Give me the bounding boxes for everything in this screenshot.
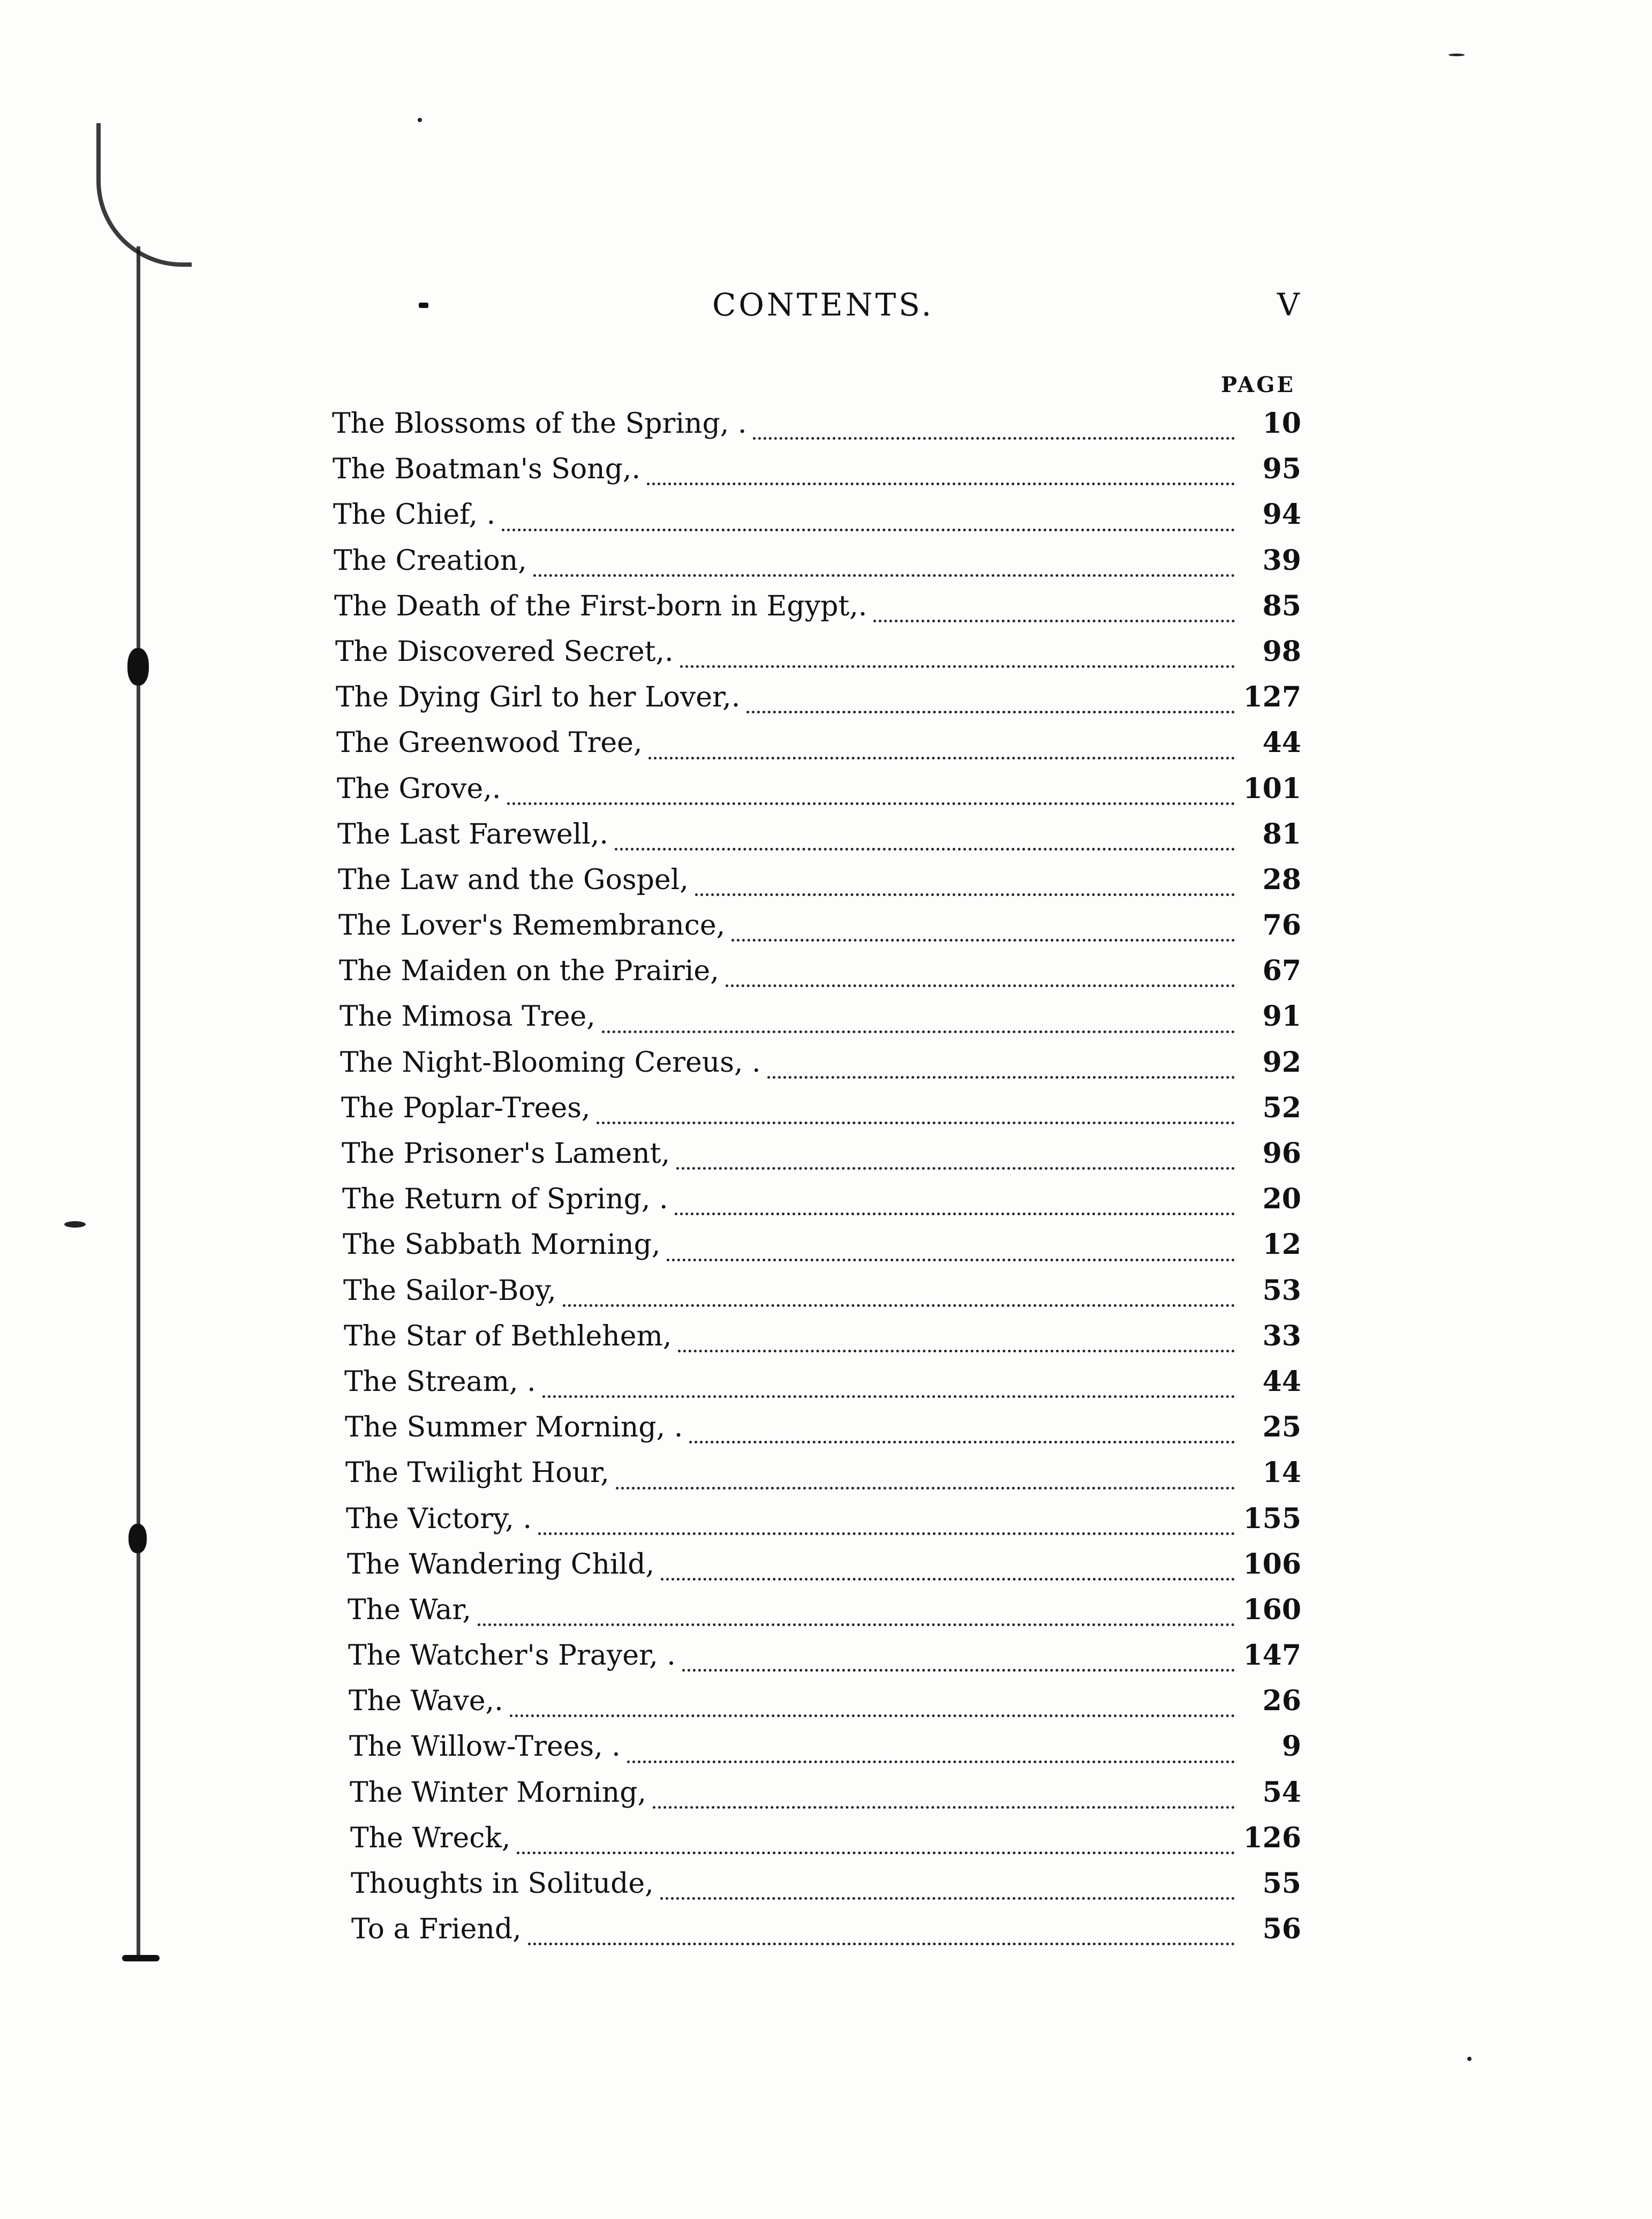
binding-foot <box>122 1955 160 1961</box>
dot-leader <box>676 1167 1235 1170</box>
dot-leader <box>767 1076 1235 1079</box>
binding-mark <box>96 123 192 267</box>
dot-leader <box>746 711 1235 713</box>
entry-title: The Chief, . <box>333 499 496 531</box>
entry-page-number: 85 <box>1262 589 1301 622</box>
dot-leader <box>597 1122 1235 1124</box>
dot-leader <box>661 1578 1235 1581</box>
contents-entry <box>345 1456 1301 1502</box>
entry-page-number: 96 <box>1262 1137 1301 1170</box>
contents-entry <box>341 1092 1301 1137</box>
contents-entry <box>347 1548 1301 1593</box>
dot-leader <box>478 1623 1235 1626</box>
entry-page-number: 92 <box>1262 1045 1301 1079</box>
dot-leader <box>533 574 1235 577</box>
dot-leader <box>695 893 1235 896</box>
entry-title: The Death of the First-born in Egypt,. <box>334 590 868 622</box>
dot-leader <box>542 1395 1235 1398</box>
contents-entry <box>338 909 1301 954</box>
dot-leader <box>726 984 1235 987</box>
contents-entry <box>336 681 1301 726</box>
entry-page-number: 95 <box>1262 453 1301 486</box>
dot-leader <box>510 1714 1235 1717</box>
entry-title: The Grove,. <box>337 772 501 805</box>
contents-entry <box>333 453 1301 498</box>
entry-title: The Wreck, <box>350 1822 511 1854</box>
contents-entry <box>351 1913 1301 1958</box>
entry-page-number: 126 <box>1243 1821 1301 1854</box>
contents-entry <box>337 772 1301 818</box>
entry-title: The Watcher's Prayer, . <box>348 1639 676 1672</box>
contents-entry <box>345 1411 1301 1456</box>
dot-leader <box>873 620 1235 622</box>
entry-page-number: 54 <box>1262 1776 1301 1809</box>
entry-title: The Law and the Gospel, <box>338 863 689 896</box>
contents-entry <box>346 1502 1301 1548</box>
dot-leader <box>563 1304 1235 1307</box>
entry-title: The Night-Blooming Cereus, . <box>340 1046 761 1079</box>
contents-entry <box>343 1274 1301 1320</box>
entry-title: The Poplar-Trees, <box>341 1092 591 1124</box>
contents-entry <box>334 590 1301 635</box>
entry-page-number: 52 <box>1262 1091 1301 1124</box>
entry-title: The War, <box>348 1593 472 1626</box>
ink-blot <box>127 648 149 686</box>
dot-leader <box>678 1350 1235 1352</box>
entry-page-number: 101 <box>1243 772 1301 805</box>
entry-title: The Wandering Child, <box>347 1548 655 1581</box>
entry-page-number: 26 <box>1262 1684 1301 1718</box>
entry-page-number: 14 <box>1262 1456 1301 1490</box>
contents-entry <box>348 1639 1301 1684</box>
ink-blot <box>129 1524 147 1553</box>
entry-page-number: 106 <box>1243 1547 1301 1581</box>
entry-page-number: 98 <box>1262 635 1301 668</box>
speck <box>64 1221 86 1228</box>
dot-leader <box>502 529 1235 531</box>
dot-leader <box>680 665 1235 668</box>
contents-entry <box>351 1867 1301 1913</box>
contents-entry <box>349 1730 1301 1776</box>
contents-entry <box>337 818 1301 863</box>
binding-edge <box>137 246 140 1960</box>
dot-leader <box>538 1532 1235 1535</box>
entry-page-number: 10 <box>1262 407 1301 440</box>
contents-list <box>332 407 1301 1958</box>
entry-page-number: 25 <box>1262 1411 1301 1444</box>
dot-leader <box>753 437 1235 440</box>
contents-entry <box>344 1320 1301 1365</box>
page-folio: V <box>1277 287 1300 323</box>
dot-leader <box>627 1761 1235 1763</box>
entry-title: The Maiden on the Prairie, <box>339 955 719 988</box>
dot-leader <box>675 1213 1235 1215</box>
entry-title: The Stream, . <box>344 1365 536 1398</box>
entry-title: Thoughts in Solitude, <box>351 1868 654 1900</box>
entry-title: The Winter Morning, <box>350 1776 647 1809</box>
entry-title: The Twilight Hour, <box>345 1457 609 1490</box>
contents-entry <box>339 954 1301 1000</box>
contents-entry <box>338 863 1301 909</box>
entry-title: The Return of Spring, . <box>342 1183 668 1216</box>
entry-page-number: 67 <box>1262 954 1301 988</box>
entry-title: The Boatman's Song,. <box>333 453 640 486</box>
entry-title: The Last Farewell,. <box>337 818 608 851</box>
contents-entry <box>332 407 1301 453</box>
dot-leader <box>731 939 1235 942</box>
entry-page-number: 12 <box>1262 1228 1301 1261</box>
contents-entry <box>342 1183 1301 1228</box>
entry-page-number: 9 <box>1281 1730 1301 1763</box>
contents-entry <box>334 544 1301 590</box>
entry-page-number: 56 <box>1262 1913 1301 1946</box>
entry-page-number: 127 <box>1243 681 1301 714</box>
entry-title: The Lover's Remembrance, <box>338 909 726 942</box>
entry-page-number: 91 <box>1262 1000 1301 1033</box>
header-ornament <box>419 303 428 308</box>
contents-entry <box>342 1137 1301 1183</box>
dot-leader <box>682 1669 1235 1672</box>
entry-title: The Prisoner's Lament, <box>342 1138 670 1170</box>
dot-leader <box>528 1943 1235 1945</box>
contents-entry <box>340 1000 1301 1045</box>
running-header <box>0 287 1652 329</box>
dot-leader <box>689 1441 1235 1443</box>
entry-page-number: 39 <box>1262 544 1301 577</box>
entry-page-number: 28 <box>1262 863 1301 896</box>
entry-page-number: 81 <box>1262 817 1301 851</box>
page-column-label: PAGE <box>1221 372 1295 397</box>
entry-page-number: 33 <box>1262 1319 1301 1352</box>
dot-leader <box>602 1030 1235 1033</box>
entry-page-number: 160 <box>1243 1593 1301 1626</box>
dot-leader <box>653 1806 1235 1809</box>
entry-page-number: 155 <box>1243 1502 1301 1535</box>
entry-title: The Summer Morning, . <box>345 1411 683 1444</box>
page-title: CONTENTS. <box>712 287 934 323</box>
entry-title: The Greenwood Tree, <box>336 727 643 759</box>
speck <box>418 118 422 122</box>
speck <box>1467 2057 1472 2061</box>
entry-page-number: 76 <box>1262 909 1301 942</box>
entry-title: The Mimosa Tree, <box>340 1001 595 1033</box>
contents-entry <box>348 1593 1301 1639</box>
dot-leader <box>517 1852 1235 1854</box>
entry-page-number: 147 <box>1243 1639 1301 1672</box>
entry-title: The Dying Girl to her Lover,. <box>336 681 741 714</box>
entry-title: The Star of Bethlehem, <box>344 1320 672 1352</box>
contents-entry <box>350 1822 1301 1867</box>
entry-title: The Willow-Trees, . <box>349 1731 621 1763</box>
entry-page-number: 44 <box>1262 1365 1301 1398</box>
entry-page-number: 20 <box>1262 1183 1301 1216</box>
dot-leader <box>667 1259 1235 1261</box>
contents-entry <box>333 498 1301 544</box>
contents-entry <box>343 1228 1301 1274</box>
dot-leader <box>507 802 1235 805</box>
entry-title: To a Friend, <box>351 1913 522 1946</box>
entry-title: The Discovered Secret,. <box>335 635 674 668</box>
entry-title: The Blossoms of the Spring, . <box>332 408 747 440</box>
dot-leader <box>648 757 1235 759</box>
contents-entry <box>335 635 1301 681</box>
dot-leader <box>660 1897 1235 1900</box>
entry-page-number: 94 <box>1262 498 1301 531</box>
entry-title: The Sailor-Boy, <box>343 1274 556 1307</box>
entry-page-number: 55 <box>1262 1867 1301 1900</box>
entry-title: The Wave,. <box>349 1685 503 1718</box>
contents-entry <box>336 726 1301 772</box>
contents-entry <box>349 1684 1301 1730</box>
entry-page-number: 53 <box>1262 1274 1301 1307</box>
entry-title: The Creation, <box>334 544 527 577</box>
entry-title: The Sabbath Morning, <box>343 1229 661 1261</box>
dot-leader <box>616 1487 1235 1490</box>
entry-title: The Victory, . <box>346 1502 532 1535</box>
contents-entry <box>340 1046 1301 1092</box>
contents-entry <box>350 1776 1301 1822</box>
contents-entry <box>344 1365 1301 1411</box>
speck <box>1449 54 1465 56</box>
dot-leader <box>647 483 1235 485</box>
entry-page-number: 44 <box>1262 726 1301 759</box>
dot-leader <box>615 848 1235 851</box>
